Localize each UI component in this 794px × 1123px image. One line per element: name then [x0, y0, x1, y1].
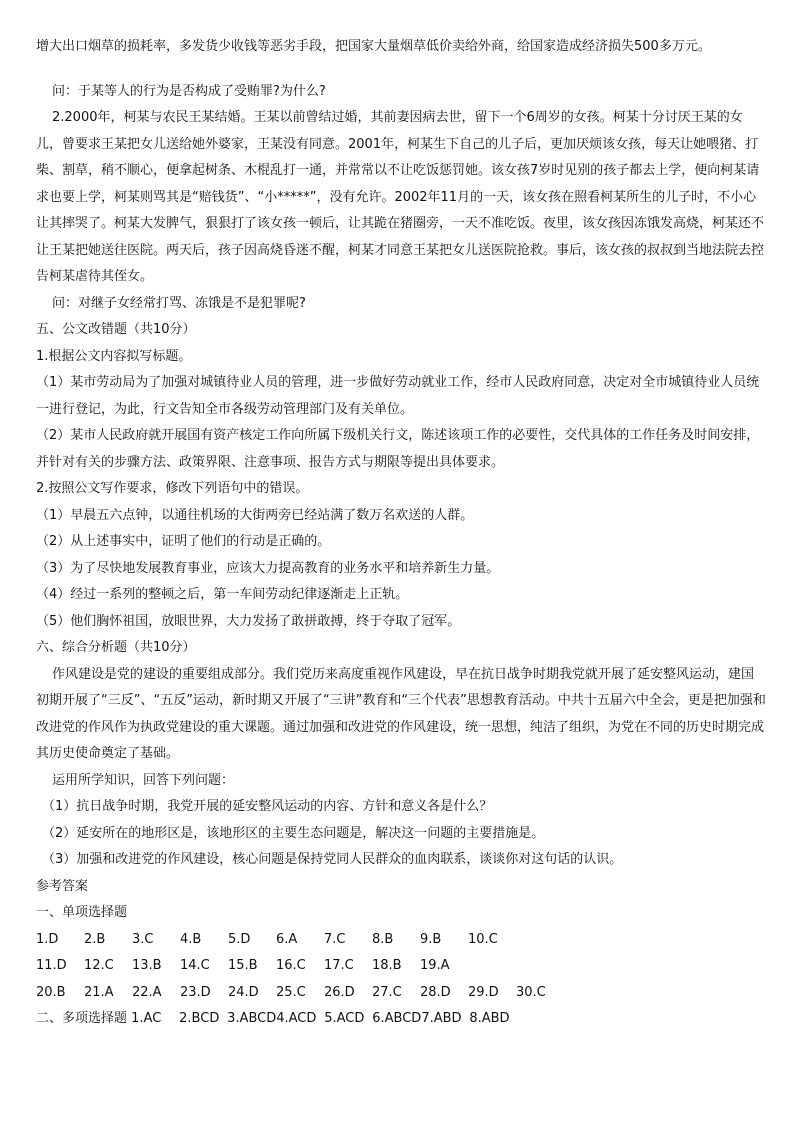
answer-item: 7.C: [324, 931, 346, 947]
answer-item: 4.ACD: [276, 1011, 317, 1026]
answer-item: 24.D: [228, 984, 259, 1000]
continuation-paragraph: 增大出口烟草的损耗率，多发货少收钱等恶劣手段，把国家大量烟草低价卖给外商，给国家造成经济损失500多万元。: [36, 39, 711, 54]
answer-item: 21.A: [84, 984, 114, 1000]
answer-item: 11.D: [36, 958, 67, 973]
answer-item: 6.ABCD: [372, 1011, 422, 1026]
answer-item: 1.AC: [131, 1011, 162, 1026]
answer-item: 9.B: [420, 931, 442, 947]
answer-item: 28.D: [420, 984, 451, 1000]
case2-question: 问：对继子女经常打骂、冻饿是不是犯罪呢?: [52, 295, 306, 311]
answer-item: 29.D: [468, 984, 499, 1000]
answer-item: 16.C: [276, 958, 306, 973]
answer-item: 10.C: [468, 931, 498, 947]
answer-item: 3.ABCD: [227, 1011, 277, 1026]
answer-item: 25.C: [276, 984, 306, 1000]
multi-choice-title: 二、多项选择题: [36, 1011, 128, 1026]
answer-item: 22.A: [132, 984, 162, 1000]
answer-item: 15.B: [228, 958, 258, 973]
section5-sub1-item: （1）某市劳动局为了加强对城镇待业人员的管理，进一步做好劳动就业工作，经市人民政府同意，决定对全市城镇待业人员统一进行登记，为此，行文告知全市各级劳动管理部门及有关单位。: [36, 375, 760, 417]
answer-item: 12.C: [84, 958, 114, 973]
answer-item: 14.C: [180, 958, 210, 973]
section6-paragraph: 作风建设是党的建设的重要组成部分。我们党历来高度重视作风建设，早在抗日战争时期我党就开展了延安整风运动，建国初期开展了“三反”、“五反”运动，新时期又开展了“三讲”教育和“三个代表”思想教育活动。中共十五届六中全会，更是把加强和改进党的作风作为执政党建设的重大课题。通过加强和改进党的作风建设，统一思想，纯洁了组织，为党在不同的历史时期完成其历史使命奠定了基础。: [36, 666, 766, 761]
case2-paragraph: 2.2000年，柯某与农民王某结婚。王某以前曾结过婚，其前妻因病去世，留下一个6周岁的女孩。柯某十分讨厌王某的女儿，曾要求王某把女儿送给她外婆家，王某没有同意。2001年，柯某生下自己的儿子后，更加厌烦该女孩，每天让她喂猪、打柴、割草，稍不顺心，便拿起树条、木棍乱打一通，并常常以不让吃饭惩罚她。该女孩7岁时见别的孩子都去上学，便向柯某请求也要上学，柯某则骂其是“赔钱货”、“小*****”，没有允许。2002年11月的一天，该女孩在照看柯某所生的儿子时，不小心让其摔哭了。柯某大发脾气，狠狠打了该女孩一顿后，让其跪在猪圈旁，一天不准吃饭。夜里，该女孩因冻饿发高烧，柯某还不让王某把她送往医院。两天后，孩子因高烧昏迷不醒，柯某才同意王某把女儿送医院抢救。事后，该女孩的叔叔到当地法院去控告柯某虐待其侄女。: [36, 110, 765, 284]
answer-row-3: [36, 980, 766, 1007]
spacer: [36, 61, 766, 79]
answer-item: 8.B: [372, 931, 394, 947]
answer-item: 27.C: [372, 984, 402, 1000]
answer-item: 5.ACD: [324, 1011, 365, 1026]
case1-question: 问：于某等人的行为是否构成了受贿罪?为什么?: [52, 83, 326, 99]
section5-sub2-item: （3）为了尽快地发展教育事业，应该大力提高教育的业务水平和培养新生力量。: [36, 560, 500, 576]
answer-item: 8.ABD: [469, 1011, 510, 1026]
answer-item: 30.C: [516, 984, 546, 1000]
section5-sub2-item: （1）早晨五六点钟，以通往机场的大街两旁已经站满了数万名欢送的人群。: [36, 507, 474, 523]
section5-sub2-item: （2）从上述事实中，证明了他们的行动是正确的。: [36, 534, 331, 549]
answer-item: 7.ABD: [421, 1011, 462, 1026]
multi-choice-row: [36, 1006, 766, 1033]
answer-item: 26.D: [324, 984, 355, 1000]
section5-sub2-item: （5）他们胸怀祖国，放眼世界，大力发扬了敢拼敢搏，终于夺取了冠军。: [36, 613, 461, 629]
answers-title: 参考答案: [36, 878, 89, 894]
section6-question: （1）抗日战争时期，我党开展的延安整风运动的内容、方针和意义各是什么？: [42, 799, 493, 814]
answer-item: 13.B: [132, 958, 162, 973]
single-choice-title: 一、单项选择题: [36, 905, 128, 920]
document-page: [36, 34, 766, 1033]
answer-item: 4.B: [180, 931, 202, 947]
answer-row-1: [36, 927, 766, 954]
section6-question: （2）延安所在的地形区是，该地形区的主要生态问题是，解决这一问题的主要措施是。: [42, 825, 545, 841]
section6-question: （3）加强和改进党的作风建设，核心问题是保持党同人民群众的血肉联系，谈谈你对这句话的认识。: [42, 852, 623, 867]
section6-prompt: 运用所学知识，回答下列问题：: [52, 772, 235, 788]
answer-row-2: [36, 953, 766, 980]
answer-item: 1.D: [36, 931, 59, 947]
answer-item: 20.B: [36, 984, 66, 1000]
answer-item: 5.D: [228, 931, 251, 947]
answer-item: 6.A: [276, 931, 298, 947]
section6-title: 六、综合分析题（共10分）: [36, 640, 196, 655]
section5-sub1-item: （2）某市人民政府就开展国有资产核定工作向所属下级机关行文，陈述该项工作的必要性，交代具体的工作任务及时间安排，并针对有关的步骤方法、政策界限、注意事项、报告方式与期限等提出具体要求。: [36, 428, 760, 470]
answer-item: 3.C: [132, 931, 154, 947]
section5-sub1-title: 1.根据公文内容拟写标题。: [36, 348, 192, 364]
answer-item: 2.B: [84, 931, 106, 947]
section5-sub2-title: 2.按照公文写作要求，修改下列语句中的错误。: [36, 481, 309, 496]
answer-item: 2.BCD: [179, 1011, 220, 1026]
answer-item: 19.A: [420, 958, 450, 973]
answer-item: 23.D: [180, 984, 211, 1000]
answer-item: 17.C: [324, 958, 354, 973]
section5-sub2-item: （4）经过一系列的整顿之后，第一车间劳动纪律逐渐走上正轨。: [36, 587, 409, 602]
section5-title: 五、公文改错题（共10分）: [36, 322, 196, 337]
answer-item: 18.B: [372, 958, 402, 973]
